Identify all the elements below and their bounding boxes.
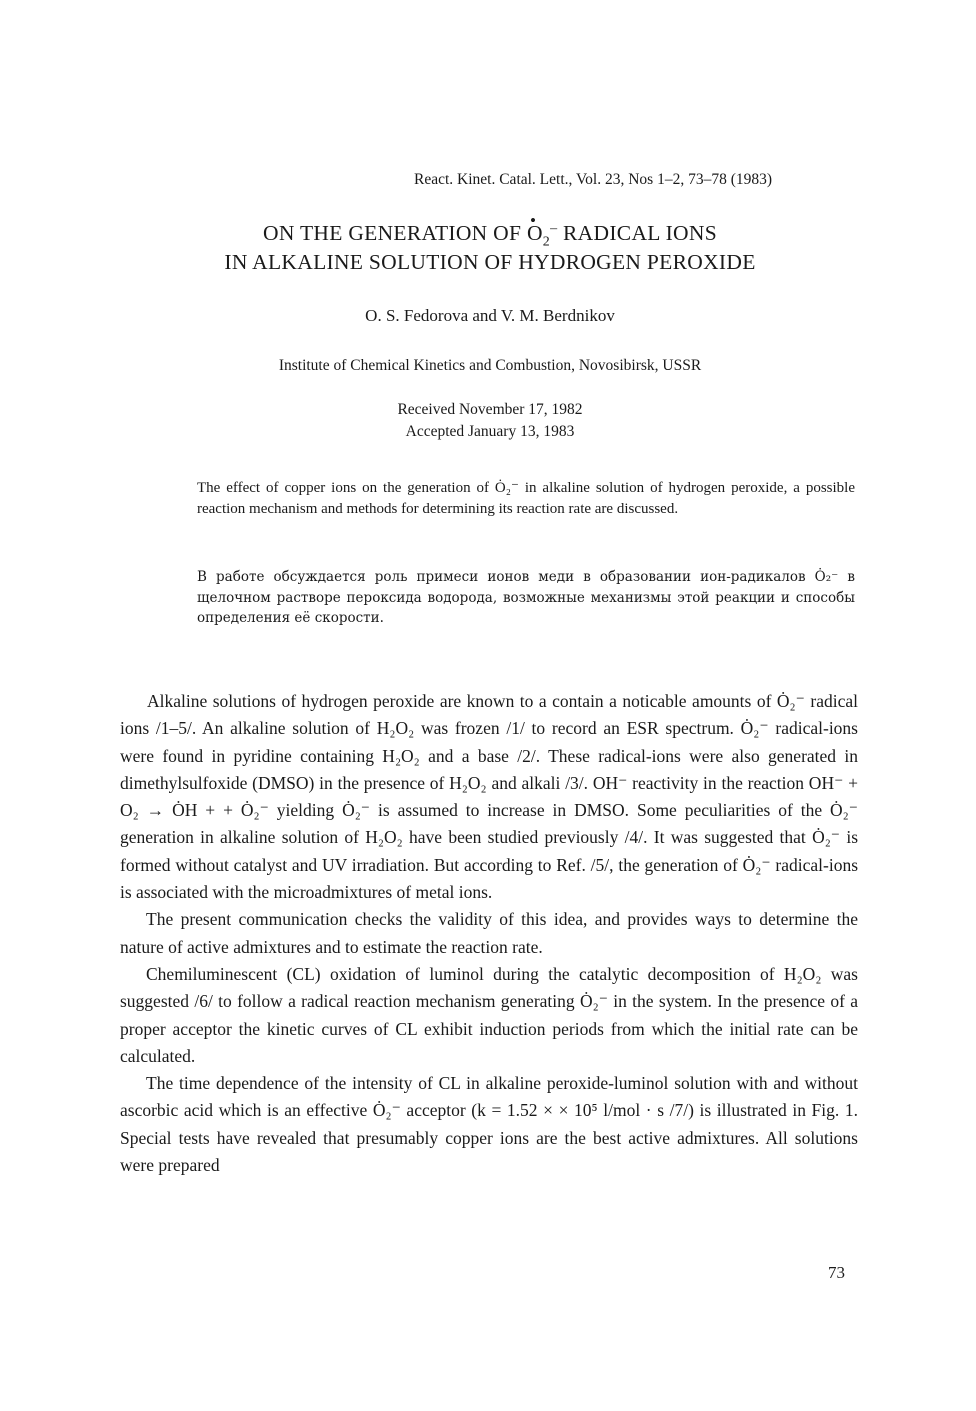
dates xyxy=(120,399,860,443)
page-number: 73 xyxy=(828,1263,845,1282)
article-title-line1 xyxy=(120,219,860,248)
received-date: Received November 17, 1982 xyxy=(397,401,583,418)
body-paragraph-4: The time dependence of the intensity of CL in alkaline peroxide-luminol solution with and without ascorbic acid which is an effective Ȯ₂⁻ acceptor (k = 1.52 × × 10⁵ l/mol · s /7/) is illustrated in Fig. 1. Special tests have revealed that presumably copper ions are the best active admixtures. All solutions were prepared xyxy=(120,1073,858,1176)
abstract-english: The effect of copper ions on the generation of Ȯ₂⁻ in alkaline solution of hydrogen peroxide, a possible reaction mechanism and methods for determining its reaction rate are discussed. xyxy=(197,480,855,517)
body-paragraph-3: Chemiluminescent (CL) oxidation of luminol during the catalytic decomposition of H₂O₂ was suggested /6/ to follow a radical reaction mechanism generating Ȯ₂⁻ in the system. In the presence of a proper acceptor the kinetic curves of CL exhibit induction periods from which the initial rate can be calculated. xyxy=(120,963,858,1066)
authors: O. S. Fedorova and V. M. Berdnikov xyxy=(365,306,615,325)
journal-citation: React. Kinet. Catal. Lett., Vol. 23, Nos 1–2, 73–78 (1983) xyxy=(414,171,773,188)
body-paragraph-1: Alkaline solutions of hydrogen peroxide are known to a contain a noticable amounts of Ȯ₂⁻ radical ions /1–5/. An alkaline solution of H₂O₂ was frozen /1/ to record an ESR spectrum. Ȯ₂⁻ radical-ions were found in pyridine containing H₂O₂ and a base /2/. These radical-ions were also generated in dimethylsulfoxide (DMSO) in the presence of H₂O₂ and alkali /3/. OH⁻ reactivity in the reaction OH⁻ + O₂ → ȮH + + Ȯ₂⁻ yielding Ȯ₂⁻ is assumed to increase in DMSO. Some peculiarities of the Ȯ₂⁻ generation in alkaline solution of H₂O₂ have been studied previously /4/. It was suggested that Ȯ₂⁻ is formed without catalyst and UV irradiation. But according to Ref. /5/, the generation of Ȯ₂⁻ radical-ions is associated with the microadmixtures of metal ions. xyxy=(120,691,858,903)
accepted-date: Accepted January 13, 1983 xyxy=(405,423,575,440)
affiliation: Institute of Chemical Kinetics and Combustion, Novosibirsk, USSR xyxy=(278,357,702,374)
body-paragraph-2: The present communication checks the validity of this idea, and provides ways to determine the nature of active admixtures and to estimate the reaction rate. xyxy=(120,909,858,957)
title-line1-pre: ON THE GENERATION OF xyxy=(263,221,522,245)
radical-symbol: • $O_2^-$ xyxy=(527,219,557,248)
body-text xyxy=(120,688,858,1179)
article-title-line2: IN ALKALINE SOLUTION OF HYDROGEN PEROXIDE xyxy=(224,250,756,274)
abstract-russian: В работе обсуждается роль примеси ионов меди в образовании ион-радикалов Ȯ₂⁻ в щелочном растворе пероксида водорода, возможные механизмы этой реакции и способы определения её скорости. xyxy=(197,569,855,626)
title-line1-post: RADICAL IONS xyxy=(563,221,717,245)
